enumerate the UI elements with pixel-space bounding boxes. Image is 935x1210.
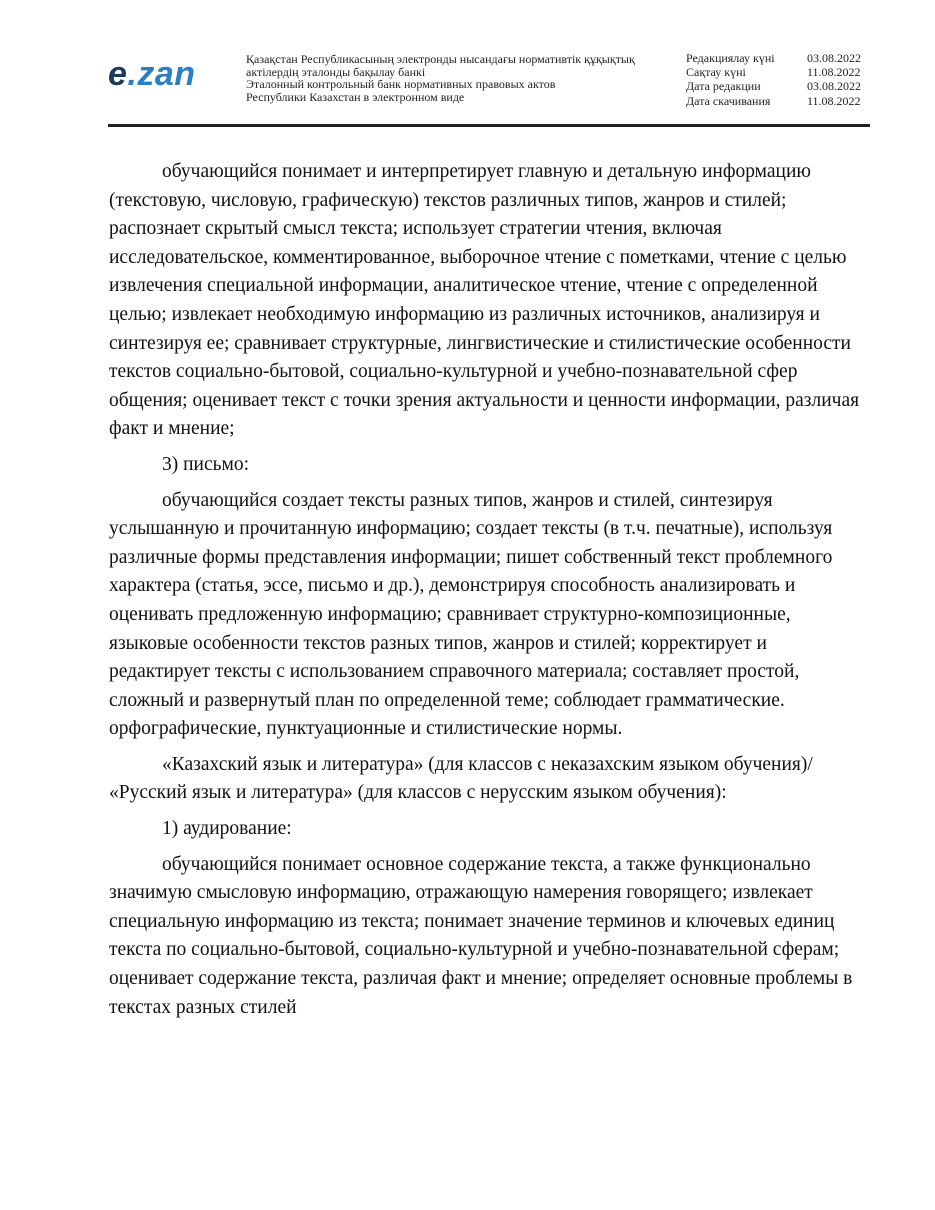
header-description-line: Қазақстан Республикасының электронды нысандағы нормативтік құқықтық [246, 52, 635, 66]
header-description [246, 53, 666, 103]
meta-value: 11.08.2022 [807, 65, 861, 80]
logo-dot: . [127, 55, 138, 93]
meta-row-save-date-kz [686, 65, 866, 79]
header-divider [108, 124, 870, 127]
body-paragraph: 3) письмо: [162, 453, 250, 475]
meta-row-download-date-ru [686, 94, 866, 108]
document-header [0, 0, 935, 130]
header-description-line: Республики Казахстан в электронном виде [246, 89, 465, 104]
logo-zan: zan [137, 55, 196, 93]
meta-label: Редакциялау күні [686, 51, 775, 65]
body-paragraph: обучающийся понимает основное содержание текста, а также функционально значимую смысловую информацию, отражающую намерения говорящего; извлекает специальную информацию из текста; понимает значение терминов и ключевых единиц текста по социально-бытовой, социально-культурной и учебно-познавательной сферам; оценивает содержание текста, различая факт и мнение; определяет основные проблемы в текстах разных стилей [109, 853, 853, 1018]
ezan-logo [108, 54, 196, 94]
body-paragraph: обучающийся создает тексты разных типов, жанров и стилей, синтезируя услышанную и прочитанную информацию; создает тексты (в т.ч. печатные), используя различные формы представления информации; пишет собственный текст проблемного характера (статья, эссе, письмо и др.), демонстрируя способность анализировать и оценивать предложенную информацию; сравнивает структурно-композиционные, языковые особенности текстов разных типов, жанров и стилей; корректирует и редактирует тексты с использованием справочного материала; составляет простой, сложный и развернутый план по определенной теме; соблюдает грамматические. орфографические, пунктуационные и стилистические нормы. [109, 489, 833, 740]
meta-label: Дата редакции [686, 79, 761, 94]
meta-label: Сақтау күні [686, 65, 746, 80]
meta-label: Дата скачивания [686, 93, 771, 108]
document-body [109, 158, 869, 1029]
meta-row-edit-date-ru [686, 79, 866, 93]
meta-row-edit-date-kz [686, 51, 866, 65]
header-meta-dates [686, 51, 866, 108]
logo-e: e [108, 55, 128, 93]
body-paragraph: 1) аудирование: [162, 818, 292, 840]
meta-value: 03.08.2022 [807, 79, 861, 94]
header-description-line: актілердің эталонды бақылау банкі [246, 64, 426, 79]
body-paragraph: обучающийся понимает и интерпретирует главную и детальную информацию (текстовую, числовую, графическую) текстов различных типов, жанров и стилей; распознает скрытый смысл текста; использует стратегии чтения, включая исследовательское, комментированное, выборочное чтение с пометками, чтение с целью извлечения специальной информации, аналитическое чтение, чтение с определенной целью; извлекает необходимую информацию из различных источников, анализируя и синтезируя ее; сравнивает структурные, лингвистические и стилистические особенности текстов социально-бытовой, социально-культурной и учебно-познавательной сфер общения; оценивает текст с точки зрения актуальности и ценности информации, различая факт и мнение; [109, 161, 860, 440]
meta-value: 03.08.2022 [807, 51, 861, 65]
meta-value: 11.08.2022 [807, 93, 861, 108]
body-paragraph: «Казахский язык и литература» (для классов с неказахским языком обучения)/ «Русский язык и литература» (для классов с нерусским языком обучения): [109, 753, 813, 804]
header-description-line: Эталонный контрольный банк нормативных правовых актов [246, 77, 556, 91]
